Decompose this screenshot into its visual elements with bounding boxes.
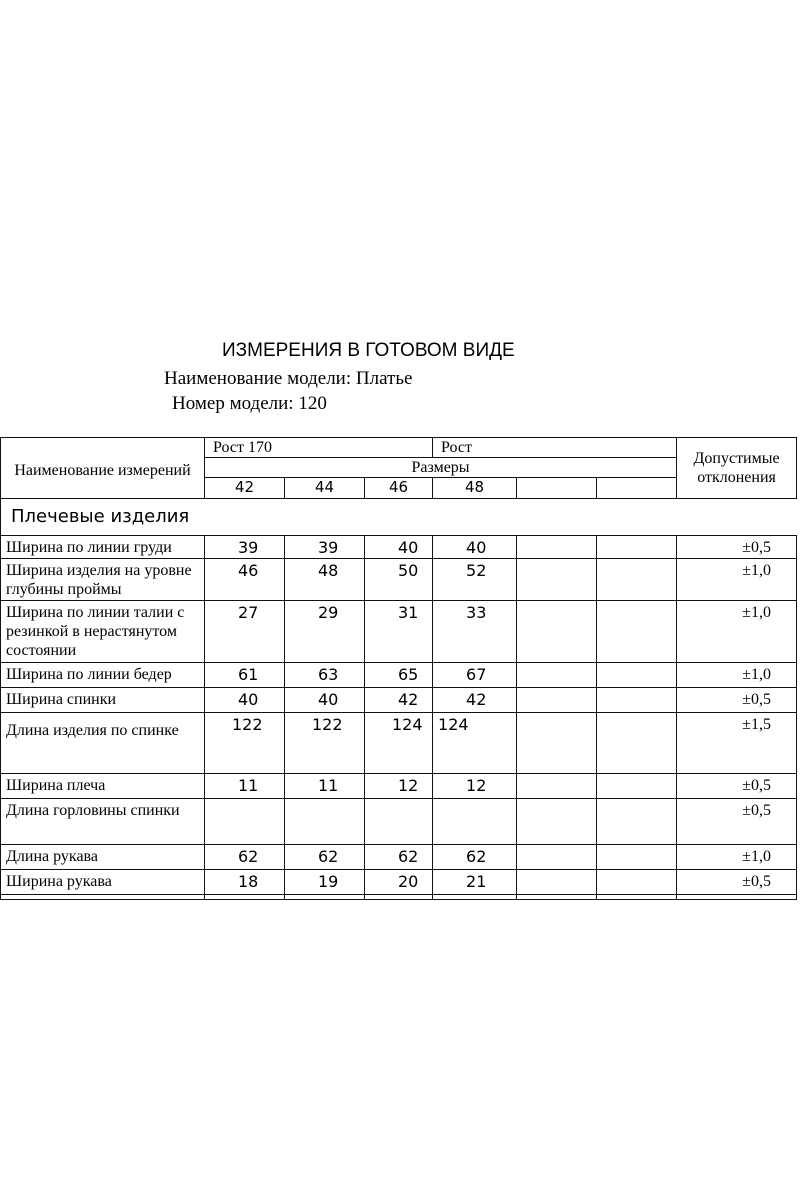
page-title: ИЗМЕРЕНИЯ В ГОТОВОМ ВИДЕ	[222, 340, 515, 361]
row-value: 12	[365, 774, 433, 799]
row-value: 33	[433, 601, 517, 663]
model-name: Наименование модели: Платье	[164, 368, 413, 389]
row-name: Ширина рукава	[1, 870, 205, 895]
empty-cell	[517, 536, 597, 559]
size-header	[517, 478, 597, 499]
row-tolerance: ±0,5	[677, 870, 797, 895]
row-tolerance: ±1,0	[677, 601, 797, 663]
model-number: Номер модели: 120	[172, 393, 327, 414]
empty-cell	[517, 774, 597, 799]
row-value	[433, 799, 517, 845]
row-value: 124	[365, 713, 433, 774]
empty-cell	[517, 895, 597, 900]
table-row	[1, 536, 797, 559]
section-title: Плечевые изделия	[1, 499, 797, 536]
row-value: 11	[205, 774, 285, 799]
row-name: Длина рукава	[1, 845, 205, 870]
row-tolerance: ±1,0	[677, 845, 797, 870]
empty-cell	[597, 688, 677, 713]
row-value	[205, 799, 285, 845]
table-row	[1, 688, 797, 713]
row-value: 20	[365, 870, 433, 895]
empty-cell	[517, 663, 597, 688]
table-row	[1, 559, 797, 601]
row-value: 63	[285, 663, 365, 688]
empty-cell	[517, 845, 597, 870]
row-value: 65	[365, 663, 433, 688]
table-row	[1, 663, 797, 688]
size-header: 46	[365, 478, 433, 499]
row-value: 122	[205, 713, 285, 774]
row-name: Ширина плеча	[1, 774, 205, 799]
row-tolerance: ±0,5	[677, 536, 797, 559]
row-tolerance: ±1,5	[677, 713, 797, 774]
row-tolerance: ±1,0	[677, 559, 797, 601]
row-tolerance: ±0,5	[677, 799, 797, 845]
empty-cell	[597, 663, 677, 688]
section-row	[1, 499, 797, 536]
row-value	[285, 799, 365, 845]
row-name: Ширина по линии талии с резинкой в нерастянутом состоянии	[1, 601, 205, 663]
table-row	[1, 601, 797, 663]
empty-cell	[597, 799, 677, 845]
row-value: 29	[285, 601, 365, 663]
empty-cell	[517, 688, 597, 713]
empty-cell	[597, 713, 677, 774]
row-value	[365, 799, 433, 845]
row-name: Длина изделия по спинке	[1, 713, 205, 774]
size-header: 48	[433, 478, 517, 499]
row-name: Ширина спинки	[1, 688, 205, 713]
empty-cell	[365, 895, 433, 900]
col-name-header: Наименование измерений	[1, 438, 205, 499]
row-value: 40	[285, 688, 365, 713]
empty-cell	[517, 559, 597, 601]
row-value: 12	[433, 774, 517, 799]
row-value: 42	[365, 688, 433, 713]
empty-cell	[597, 845, 677, 870]
empty-cell	[517, 601, 597, 663]
empty-cell	[597, 536, 677, 559]
row-value: 122	[285, 713, 365, 774]
row-name: Ширина по линии груди	[1, 536, 205, 559]
row-value: 40	[365, 536, 433, 559]
table-row	[1, 845, 797, 870]
empty-cell	[433, 895, 517, 900]
empty-cell	[597, 559, 677, 601]
row-value: 40	[433, 536, 517, 559]
row-value: 62	[433, 845, 517, 870]
row-value: 39	[205, 536, 285, 559]
row-name: Длина горловины спинки	[1, 799, 205, 845]
size-header: 42	[205, 478, 285, 499]
row-value: 39	[285, 536, 365, 559]
row-name: Ширина по линии бедер	[1, 663, 205, 688]
row-value: 61	[205, 663, 285, 688]
row-value: 11	[285, 774, 365, 799]
row-value: 19	[285, 870, 365, 895]
row-value: 40	[205, 688, 285, 713]
height-170-header: Рост 170	[205, 438, 433, 458]
empty-cell	[285, 895, 365, 900]
table-row	[1, 774, 797, 799]
size-header: 44	[285, 478, 365, 499]
row-value: 42	[433, 688, 517, 713]
row-tolerance: ±0,5	[677, 688, 797, 713]
row-value: 48	[285, 559, 365, 601]
row-tolerance: ±1,0	[677, 663, 797, 688]
empty-cell	[517, 713, 597, 774]
row-value: 46	[205, 559, 285, 601]
measurements-table	[0, 437, 797, 900]
table-row	[1, 799, 797, 845]
size-header	[597, 478, 677, 499]
row-value: 21	[433, 870, 517, 895]
height-2-header: Рост	[433, 438, 677, 458]
row-value: 31	[365, 601, 433, 663]
row-value: 62	[365, 845, 433, 870]
row-value: 52	[433, 559, 517, 601]
sizes-header: Размеры	[205, 458, 677, 478]
empty-cell	[1, 895, 205, 900]
row-value: 62	[205, 845, 285, 870]
row-tolerance: ±0,5	[677, 774, 797, 799]
table-trailing-row	[1, 895, 797, 900]
empty-cell	[517, 799, 597, 845]
row-value: 27	[205, 601, 285, 663]
row-name: Ширина изделия на уровне глубины проймы	[1, 559, 205, 601]
table-row	[1, 870, 797, 895]
col-tolerance-header: Допустимые отклонения	[677, 438, 797, 499]
empty-cell	[677, 895, 797, 900]
header-row-height	[1, 438, 797, 458]
empty-cell	[517, 870, 597, 895]
row-value: 62	[285, 845, 365, 870]
row-value: 67	[433, 663, 517, 688]
empty-cell	[205, 895, 285, 900]
empty-cell	[597, 895, 677, 900]
table-row	[1, 713, 797, 774]
row-value: 50	[365, 559, 433, 601]
row-value: 18	[205, 870, 285, 895]
row-value: 124	[433, 713, 517, 774]
empty-cell	[597, 601, 677, 663]
empty-cell	[597, 870, 677, 895]
empty-cell	[597, 774, 677, 799]
